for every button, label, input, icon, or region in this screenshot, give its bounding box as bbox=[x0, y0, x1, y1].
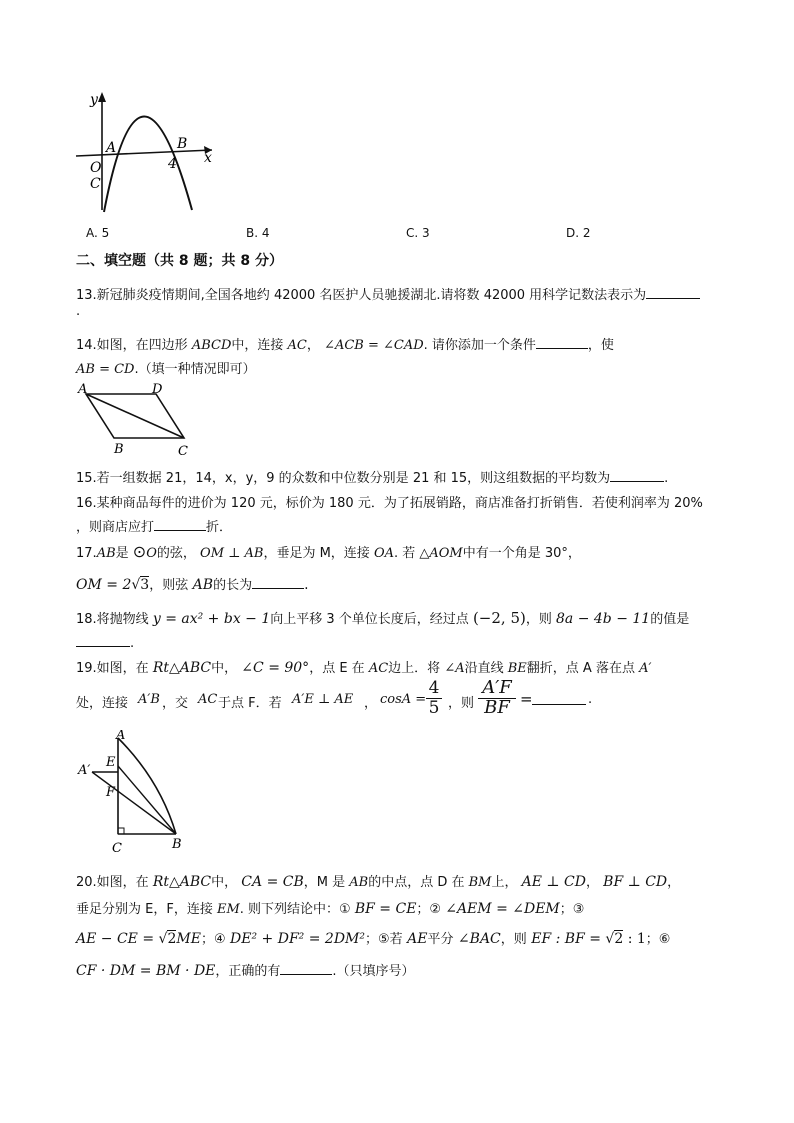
q20-line1 bbox=[76, 871, 680, 890]
answer-blank bbox=[610, 469, 664, 482]
q16-line2 bbox=[76, 516, 232, 535]
q13-line1 bbox=[76, 284, 700, 303]
q14-text-d: . 请你添加一个条件 bbox=[423, 338, 536, 353]
q17-math-aom: △AOM bbox=[419, 546, 463, 561]
q19-math-ac: AC bbox=[368, 661, 389, 676]
q19-text-j: ， bbox=[364, 696, 378, 711]
q14-line2 bbox=[76, 358, 256, 377]
q19-math-angle-a: ∠A bbox=[444, 661, 465, 676]
sqrt-sign: √ bbox=[158, 931, 168, 947]
q17-math-o: O bbox=[146, 546, 157, 561]
q20-math-ae: AE bbox=[407, 931, 428, 947]
label-a-prime: A′ bbox=[78, 763, 91, 778]
label-c: C bbox=[112, 841, 122, 855]
q19-line1 bbox=[76, 657, 651, 676]
q18-text-e: . bbox=[130, 636, 135, 651]
q17-text-d: ，垂足为 M，连接 bbox=[263, 546, 370, 561]
q20-line2 bbox=[76, 898, 584, 917]
q20-math-em: EM bbox=[216, 902, 240, 917]
frac2-denominator: BF bbox=[484, 697, 510, 718]
quadrilateral-figure bbox=[76, 380, 196, 460]
q20-math-bac: ∠BAC bbox=[457, 931, 501, 947]
q19-math-perp: A′E ⊥ AE bbox=[292, 692, 354, 707]
label-d: D bbox=[152, 382, 163, 397]
q16-text-b: 折． bbox=[206, 520, 233, 535]
label-c: C bbox=[90, 176, 101, 192]
q19-math-be: BE bbox=[507, 661, 527, 676]
q19-math-cos: cosA = bbox=[380, 692, 427, 707]
q20-text-k: ；③ bbox=[559, 902, 585, 917]
answer-blank bbox=[646, 286, 700, 299]
q19-text-k: ，则 bbox=[448, 696, 475, 711]
q17-math-oa: OA bbox=[373, 546, 394, 561]
frac1-denominator: 5 bbox=[428, 698, 440, 718]
q20-math-ef-bf: EF : BF = bbox=[531, 931, 606, 947]
q20-math-ae-cd: AE ⊥ CD bbox=[521, 874, 586, 890]
q13-text: 13.新冠肺炎疫情期间,全国各地约 42000 名医护人员驰援湖北.请将数 42000 用科学记数法表示为 bbox=[76, 288, 647, 303]
q20-text-f: ， bbox=[586, 875, 600, 890]
q14-text-c: ， bbox=[306, 338, 320, 353]
q14-text-b: 中，连接 bbox=[231, 338, 284, 353]
q18-math-expr: 8a − 4b − 11 bbox=[556, 611, 651, 627]
q19-math-ab: A′B bbox=[138, 692, 160, 707]
q18-line2 bbox=[76, 634, 134, 651]
label-a: A bbox=[78, 382, 88, 397]
answer-blank bbox=[532, 692, 586, 705]
q18-math-point: (−2, 5) bbox=[472, 609, 526, 627]
q19-text-g: 处，连接 bbox=[76, 696, 129, 711]
sqrt-sign: √ bbox=[605, 931, 615, 947]
label-x: x bbox=[204, 150, 212, 166]
q19-text-d: 边上．将 bbox=[388, 661, 441, 676]
q20-math-de-df: DE² + DF² = 2DM² bbox=[230, 931, 365, 947]
q14-math-abcd: ABCD bbox=[191, 338, 232, 353]
label-e: E bbox=[106, 755, 116, 770]
q17-line1 bbox=[76, 542, 581, 561]
q17-math-om: OM = 2 bbox=[76, 577, 132, 593]
q20-text-g: ， bbox=[667, 875, 681, 890]
q20-math-me: ME bbox=[176, 931, 201, 947]
q19-math-a-prime: A′ bbox=[639, 661, 652, 676]
q17-math-ab2: AB bbox=[192, 577, 214, 593]
section-title: 二、填空题（共 8 题；共 8 分） bbox=[76, 253, 283, 269]
q20-math-ae-ce: AE − CE = bbox=[76, 931, 159, 947]
q20-text-q: ，正确的有 bbox=[215, 964, 281, 979]
q14-math-ab-cd: AB = CD bbox=[76, 362, 135, 377]
q14-text-f: .（填一种情况即可） bbox=[134, 362, 256, 377]
q20-text-l: ；④ bbox=[200, 932, 226, 947]
q20-text-c: ，M 是 bbox=[303, 875, 346, 890]
q14-text-e: ，使 bbox=[587, 338, 614, 353]
q19-math-rt: Rt△ABC bbox=[152, 660, 212, 676]
answer-blank bbox=[76, 634, 130, 647]
q19-eq: = bbox=[520, 690, 533, 708]
answer-blank bbox=[280, 962, 332, 975]
q18-text-b: 向上平移 3 个单位长度后，经过点 bbox=[270, 612, 469, 627]
q17-text-f: 中有一个角是 30°， bbox=[462, 546, 581, 561]
q20-math-sqrt2b: 2 bbox=[614, 931, 624, 947]
q19-text-f: 翻折，点 A 落在点 bbox=[526, 661, 635, 676]
q17-line2 bbox=[76, 574, 309, 593]
q20-text-h: 垂足分别为 E，F，连接 bbox=[76, 902, 213, 917]
q20-line3 bbox=[76, 928, 670, 947]
q20-math-ab: AB bbox=[349, 875, 369, 890]
q17-text-i: . bbox=[304, 577, 309, 593]
parabola-figure bbox=[72, 84, 232, 216]
q19-text-b: 中， bbox=[211, 661, 238, 676]
q20-math-bf-ce: BF = CE bbox=[354, 901, 417, 917]
q20-math-bm: BM bbox=[468, 875, 492, 890]
q20-text-o: ，则 bbox=[500, 932, 527, 947]
q19-text-a: 19.如图，在 bbox=[76, 661, 149, 676]
q20-text-r: .（只填序号） bbox=[332, 964, 415, 979]
triangle-fold-figure bbox=[76, 730, 196, 855]
answer-blank bbox=[154, 518, 206, 531]
choice-d: D. 2 bbox=[566, 226, 591, 240]
label-a: A bbox=[106, 140, 117, 156]
q17-text-b: 是 bbox=[115, 546, 129, 561]
q16-line1: 16.某种商品每件的进价为 120 元，标价为 180 元．为了拓展销路，商店准备打折销售．若使利润率为 20% bbox=[76, 496, 703, 511]
q20-line4 bbox=[76, 960, 415, 979]
q16-text-a: ，则商店应打 bbox=[76, 520, 155, 535]
q20-math-rt: Rt△ABC bbox=[152, 874, 212, 890]
q20-math-ca-cb: CA = CB bbox=[241, 874, 304, 890]
choice-c: C. 3 bbox=[406, 226, 430, 240]
label-four: 4 bbox=[168, 156, 177, 172]
q17-text-e: . 若 bbox=[393, 546, 416, 561]
q20-text-p: ；⑥ bbox=[645, 932, 671, 947]
sqrt-sign: √ bbox=[131, 577, 141, 593]
q20-math-cf-dm: CF · DM = BM · DE bbox=[76, 963, 216, 979]
q17-math-sqrt3: 3 bbox=[140, 577, 150, 593]
q15-text-a: 15.若一组数据 21，14，x，y，9 的众数和中位数分别是 21 和 15，则这组数据的平均数为 bbox=[76, 471, 611, 486]
q20-math-ratio: : 1 bbox=[623, 931, 646, 947]
label-y: y bbox=[90, 92, 98, 108]
q14-math-ac: AC bbox=[287, 338, 307, 353]
q19-text-i: 于点 F．若 bbox=[218, 696, 282, 711]
circle-symbol: ⊙ bbox=[132, 542, 147, 561]
q14-text-a: 14.如图，在四边形 bbox=[76, 338, 188, 353]
q19-text-l: . bbox=[588, 692, 593, 707]
q17-math-ab: AB bbox=[96, 546, 116, 561]
q17-text-h: 的长为 bbox=[213, 578, 253, 593]
choice-a: A. 5 bbox=[86, 226, 110, 240]
label-f: F bbox=[106, 785, 116, 800]
q20-text-j: ；② bbox=[416, 902, 442, 917]
q20-text-e: 上， bbox=[491, 875, 518, 890]
label-b: B bbox=[177, 136, 188, 152]
q19-text-e: 沿直线 bbox=[464, 661, 504, 676]
q19-text-h: ，交 bbox=[162, 696, 189, 711]
frac2-numerator: A′F bbox=[482, 677, 512, 698]
q20-math-angles: ∠AEM = ∠DEM bbox=[445, 901, 560, 917]
label-o: O bbox=[90, 160, 102, 176]
label-b: B bbox=[114, 442, 124, 457]
q14-line1 bbox=[76, 334, 614, 353]
q20-math-sqrt2: 2 bbox=[167, 931, 177, 947]
choice-b: B. 4 bbox=[246, 226, 270, 240]
q17-math-perp: OM ⊥ AB bbox=[200, 546, 264, 561]
label-c: C bbox=[178, 444, 188, 459]
q18-text-c: ，则 bbox=[525, 612, 552, 627]
q20-text-n: 平分 bbox=[427, 932, 454, 947]
q19-math-angle-c: ∠C = 90° bbox=[241, 660, 310, 676]
q20-text-a: 20.如图，在 bbox=[76, 875, 149, 890]
q18-line1 bbox=[76, 608, 689, 627]
q19-text-c: ，点 E 在 bbox=[309, 661, 365, 676]
label-b: B bbox=[172, 837, 182, 852]
answer-blank bbox=[252, 576, 304, 589]
q18-math-parabola: y = ax² + bx − 1 bbox=[152, 611, 271, 627]
q14-math-angle: ∠ACB = ∠CAD bbox=[324, 338, 424, 353]
q13-line2: . bbox=[76, 304, 81, 319]
q18-text-d: 的值是 bbox=[650, 612, 690, 627]
q15-text-b: . bbox=[664, 471, 669, 486]
label-a: A bbox=[116, 730, 126, 743]
frac1-numerator: 4 bbox=[428, 678, 440, 698]
q20-text-d: 的中点，点 D 在 bbox=[368, 875, 465, 890]
q17-text-c: 的弦， bbox=[156, 546, 196, 561]
q17-text-g: ，则弦 bbox=[149, 578, 189, 593]
q20-text-m: ；⑤若 bbox=[365, 932, 403, 947]
q17-text-a: 17. bbox=[76, 546, 97, 561]
q20-text-b: 中， bbox=[211, 875, 238, 890]
q18-text-a: 18.将抛物线 bbox=[76, 612, 149, 627]
q20-text-i: . 则下列结论中：① bbox=[239, 902, 351, 917]
answer-blank bbox=[536, 336, 588, 349]
q15-line bbox=[76, 467, 668, 486]
q20-math-bf-cd: BF ⊥ CD bbox=[603, 874, 668, 890]
q19-math-ac2: AC bbox=[198, 692, 218, 707]
